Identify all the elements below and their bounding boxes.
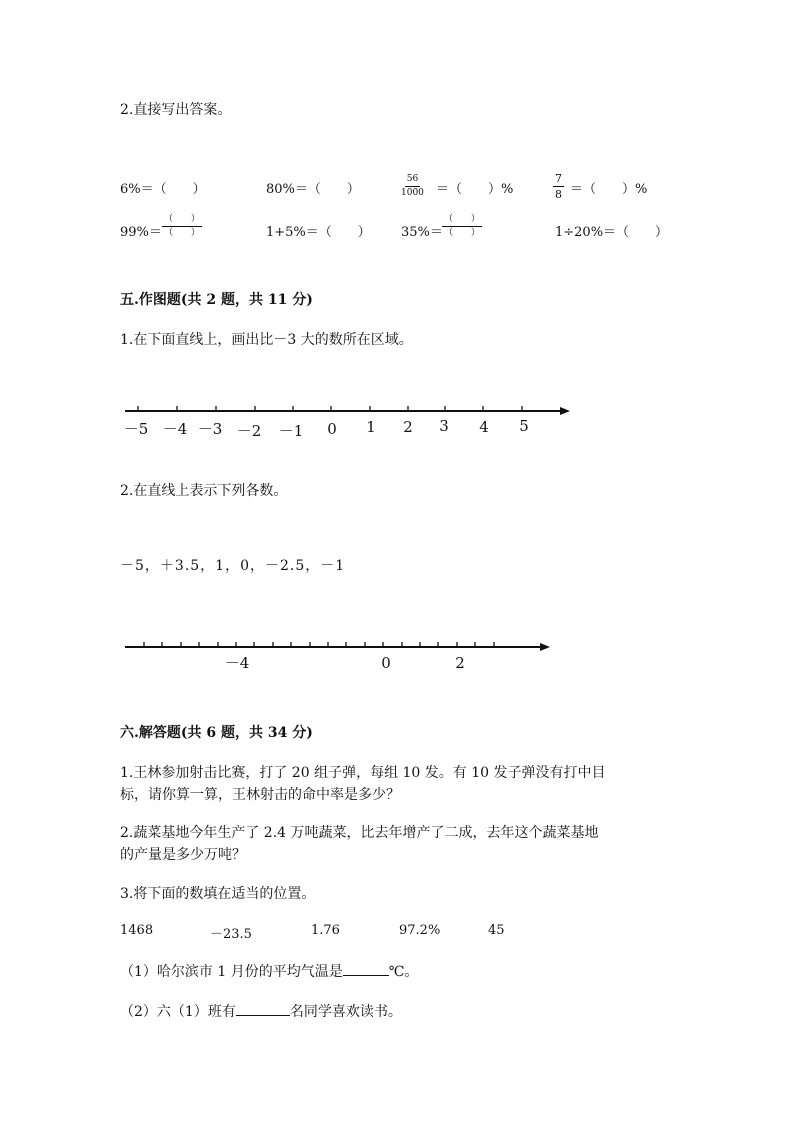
fill-blank-2 <box>120 1001 402 1021</box>
expression: ＝（ ）% <box>436 182 514 197</box>
tick-label: －2 <box>236 422 262 440</box>
tick-label: －4 <box>162 420 188 438</box>
section-heading: 五.作图题(共 2 题，共 11 分) <box>120 292 313 308</box>
fill-blank-suffix: ℃。 <box>388 964 419 980</box>
fill-blank-prefix: （1）哈尔滨市 1 月份的平均气温是 <box>120 964 343 980</box>
number-item: 97.2% <box>399 923 441 938</box>
fraction-numerator: 7 <box>555 172 562 185</box>
tick-label: 1 <box>366 418 376 436</box>
tick-label: －4 <box>224 654 250 672</box>
number-item: －23.5 <box>210 927 252 942</box>
fraction-denominator: （ ） <box>164 228 201 238</box>
expression: ＝（ ）% <box>570 182 648 197</box>
question-text: 1.在下面直线上，画出比－3 大的数所在区域。 <box>120 332 413 348</box>
answer-blank[interactable] <box>236 1003 290 1016</box>
number-item: 1468 <box>120 923 154 938</box>
expression: 99%＝ <box>120 225 162 240</box>
tick-label: 2 <box>455 654 465 672</box>
fraction-denominator: 8 <box>555 188 562 201</box>
question-title: 2.直接写出答案。 <box>120 102 232 118</box>
question-text: 标，请你算一算，王林射击的命中率是多少？ <box>120 787 400 803</box>
expression: 6%＝（ ） <box>120 182 206 197</box>
question-text: 2.蔬菜基地今年生产了 2.4 万吨蔬菜，比去年增产了二成，去年这个蔬菜基地 <box>120 825 599 841</box>
question-text: 1.王林参加射击比赛，打了 20 组子弹，每组 10 发。有 10 发子弹没有打中目 <box>120 765 606 781</box>
tick-label: －5 <box>123 420 149 438</box>
axis-arrow <box>540 643 550 651</box>
fraction-numerator: （ ） <box>162 215 202 227</box>
expression: 35%＝ <box>401 225 443 240</box>
expression: 1÷20%＝（ ） <box>555 225 669 240</box>
tick-label: 0 <box>381 654 391 672</box>
number-list: －5，＋3.5，1，0，－2.5，－1 <box>120 558 346 574</box>
tick-label: －3 <box>197 420 223 438</box>
tick-label: 5 <box>519 417 529 435</box>
section-heading: 六.解答题(共 6 题，共 34 分) <box>120 725 313 741</box>
expression: 80%＝（ ） <box>266 182 360 197</box>
tick-label: －1 <box>278 422 304 440</box>
number-item: 45 <box>488 923 505 938</box>
tick-label: 0 <box>327 420 337 438</box>
number-item: 1.76 <box>311 923 340 938</box>
question-text: 的产量是多少万吨？ <box>120 847 246 863</box>
fill-blank-prefix: （2）六（1）班有 <box>120 1004 236 1020</box>
fraction-denominator: 1000 <box>401 188 424 198</box>
tick-label: 4 <box>479 418 489 436</box>
fraction-numerator: （ ） <box>442 215 482 227</box>
fraction-denominator: （ ） <box>444 228 481 238</box>
question-text: 3.将下面的数填在适当的位置。 <box>120 886 316 902</box>
answer-blank[interactable] <box>343 963 389 976</box>
fill-blank-suffix: 名同学喜欢读书。 <box>289 1004 402 1020</box>
fraction-numerator: 56 <box>405 175 420 187</box>
tick-label: 2 <box>403 418 413 436</box>
tick-label: 3 <box>439 417 449 435</box>
expression: 1+5%＝（ ） <box>266 225 371 240</box>
question-text: 2.在直线上表示下列各数。 <box>120 483 288 499</box>
fill-blank-1 <box>120 961 418 981</box>
